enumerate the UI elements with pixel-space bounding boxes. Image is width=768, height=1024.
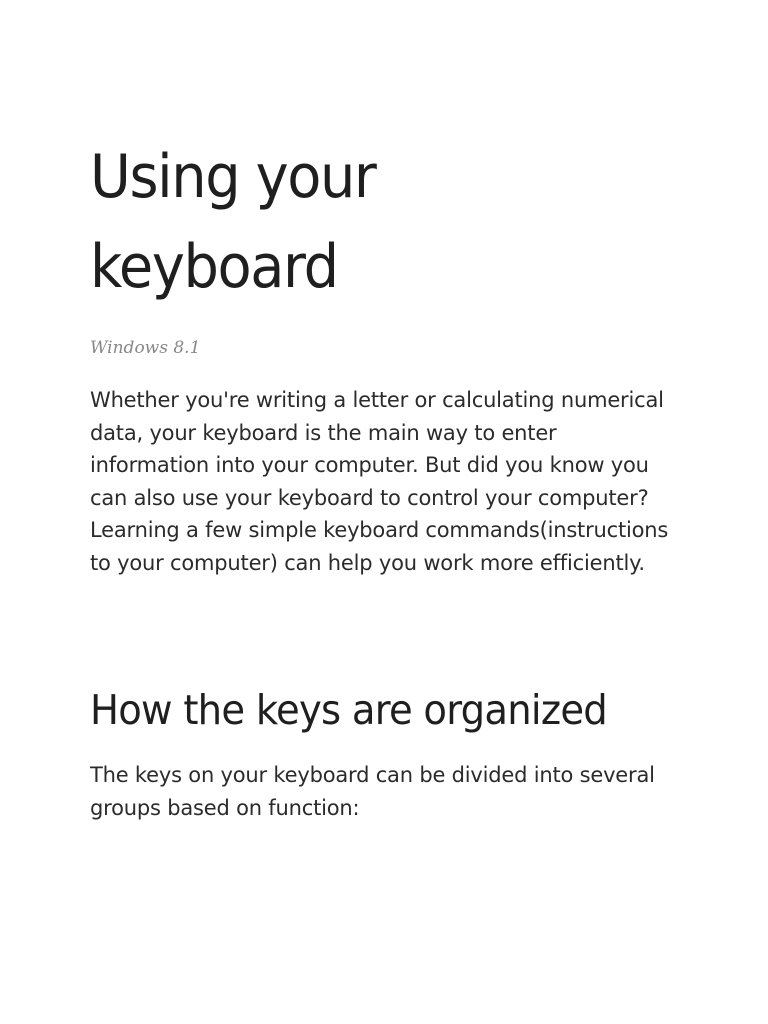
intro-line: data, your keyboard is the main way to enter (90, 420, 557, 445)
intro-paragraph (90, 384, 668, 580)
section-line: groups based on function: (90, 795, 360, 820)
subtitle: Windows 8.1 (90, 338, 201, 358)
intro-line: Learning a few simple keyboard commands(instructions (90, 518, 669, 543)
intro-line: Whether you're writing a letter or calculating numerical (90, 388, 664, 412)
title-line: keyboard (90, 232, 338, 302)
intro-line: information into your computer. But did you know you (90, 453, 649, 478)
title-line: Using your (90, 142, 376, 212)
section-paragraph (90, 759, 655, 824)
intro-line: can also use your keyboard to control your computer? (90, 485, 649, 510)
intro-line: to your computer) can help you work more efficiently. (90, 550, 645, 575)
page-title (90, 132, 375, 312)
section-line: The keys on your keyboard can be divided into several (90, 763, 655, 787)
section-heading: How the keys are organized (90, 686, 608, 734)
